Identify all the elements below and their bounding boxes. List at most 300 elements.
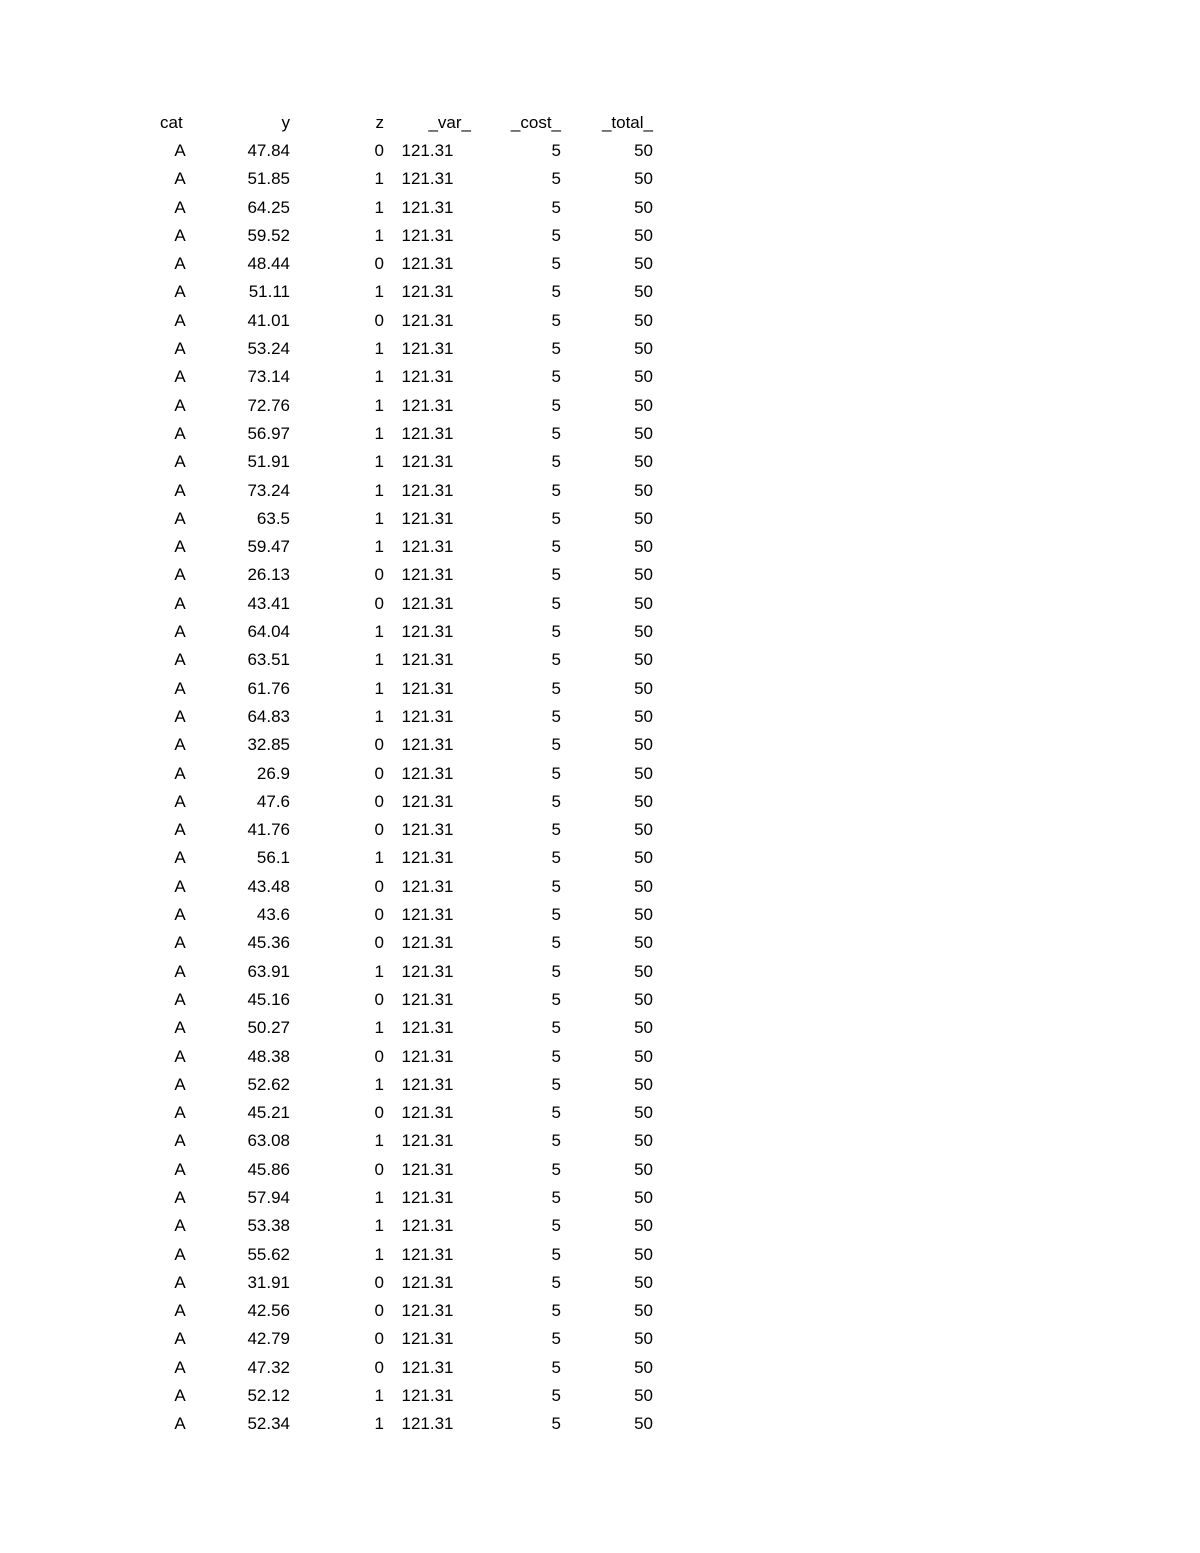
cell-cat: A	[174, 593, 186, 613]
cell-y: 47.32	[247, 1357, 290, 1377]
cell-cat: A	[174, 1018, 186, 1038]
cell-cost: 5	[551, 508, 561, 528]
cell-z: 0	[374, 1159, 384, 1179]
cell-total: 50	[634, 1131, 653, 1151]
cell-y: 55.62	[247, 1244, 290, 1264]
cell-y: 52.34	[247, 1414, 290, 1434]
cell-total: 50	[634, 395, 653, 415]
cell-cost: 5	[551, 254, 561, 274]
cell-cat: A	[174, 933, 186, 953]
cell-z: 1	[374, 423, 384, 443]
column-header-y: y	[281, 113, 290, 132]
cell-total: 50	[634, 735, 653, 755]
cell-cost: 5	[551, 1159, 561, 1179]
cell-cat: A	[174, 141, 186, 160]
cell-z: 1	[374, 1018, 384, 1038]
cell-z: 0	[374, 310, 384, 330]
cell-z: 1	[374, 1414, 384, 1434]
table-row	[160, 335, 653, 363]
cell-y: 45.86	[247, 1159, 290, 1179]
cell-total: 50	[634, 1414, 653, 1434]
cell-var: 121.31	[401, 1357, 454, 1377]
cell-y: 64.25	[247, 197, 290, 217]
cell-cost: 5	[551, 1074, 561, 1094]
cell-var: 121.31	[401, 848, 454, 868]
cell-cost: 5	[551, 1301, 561, 1321]
cell-y: 56.1	[256, 848, 290, 868]
cell-z: 1	[374, 537, 384, 557]
cell-cost: 5	[551, 706, 561, 726]
table-row	[160, 958, 653, 986]
table-row	[160, 929, 653, 957]
cell-z: 1	[374, 1386, 384, 1406]
cell-cost: 5	[551, 537, 561, 557]
cell-total: 50	[634, 1018, 653, 1038]
cell-z: 0	[374, 763, 384, 783]
cell-cat: A	[174, 1187, 186, 1207]
cell-y: 26.13	[247, 565, 290, 585]
table-row	[160, 901, 653, 929]
cell-total: 50	[634, 1244, 653, 1264]
cell-z: 0	[374, 1046, 384, 1066]
cell-cost: 5	[551, 593, 561, 613]
cell-cost: 5	[551, 1046, 561, 1066]
cell-cost: 5	[551, 989, 561, 1009]
cell-var: 121.31	[401, 1046, 454, 1066]
cell-cost: 5	[551, 735, 561, 755]
cell-cost: 5	[551, 1131, 561, 1151]
cell-total: 50	[634, 310, 653, 330]
cell-y: 63.5	[256, 508, 290, 528]
cell-var: 121.31	[401, 791, 454, 811]
cell-cost: 5	[551, 876, 561, 896]
table-row	[160, 1043, 653, 1071]
table-row	[160, 1241, 653, 1269]
table-row	[160, 1156, 653, 1184]
cell-cat: A	[174, 763, 186, 783]
cell-total: 50	[634, 820, 653, 840]
table-row	[160, 1269, 653, 1297]
cell-total: 50	[634, 622, 653, 642]
cell-z: 1	[374, 197, 384, 217]
cell-z: 1	[374, 650, 384, 670]
cell-z: 1	[374, 480, 384, 500]
cell-var: 121.31	[401, 395, 454, 415]
cell-cost: 5	[551, 820, 561, 840]
cell-cat: A	[174, 395, 186, 415]
cell-cost: 5	[551, 1414, 561, 1434]
cell-cost: 5	[551, 452, 561, 472]
table-row	[160, 307, 653, 335]
cell-total: 50	[634, 169, 653, 189]
column-header-cost: _cost_	[510, 113, 561, 132]
cell-cost: 5	[551, 678, 561, 698]
cell-y: 45.16	[247, 989, 290, 1009]
table-row	[160, 675, 653, 703]
column-header-cat: cat	[160, 113, 183, 132]
cell-y: 53.38	[247, 1216, 290, 1236]
table-row	[160, 1410, 653, 1438]
cell-cost: 5	[551, 848, 561, 868]
cell-z: 0	[374, 905, 384, 925]
cell-total: 50	[634, 367, 653, 387]
cell-cat: A	[174, 310, 186, 330]
cell-cost: 5	[551, 1018, 561, 1038]
cell-cat: A	[174, 480, 186, 500]
table-row	[160, 1297, 653, 1325]
cell-cost: 5	[551, 791, 561, 811]
cell-y: 42.56	[247, 1301, 290, 1321]
cell-y: 47.6	[256, 791, 290, 811]
cell-z: 1	[374, 169, 384, 189]
table-row	[160, 1184, 653, 1212]
table-row	[160, 1071, 653, 1099]
cell-var: 121.31	[401, 650, 454, 670]
table-row	[160, 788, 653, 816]
table-row	[160, 1014, 653, 1042]
cell-y: 59.47	[247, 537, 290, 557]
cell-total: 50	[634, 141, 653, 160]
cell-z: 0	[374, 1103, 384, 1123]
cell-cost: 5	[551, 367, 561, 387]
cell-y: 53.24	[247, 339, 290, 359]
cell-z: 0	[374, 989, 384, 1009]
cell-total: 50	[634, 650, 653, 670]
cell-y: 59.52	[247, 225, 290, 245]
cell-cat: A	[174, 876, 186, 896]
cell-z: 1	[374, 367, 384, 387]
cell-total: 50	[634, 593, 653, 613]
cell-var: 121.31	[401, 254, 454, 274]
cell-total: 50	[634, 537, 653, 557]
cell-y: 41.01	[247, 310, 290, 330]
cell-var: 121.31	[401, 282, 454, 302]
cell-cat: A	[174, 1414, 186, 1434]
cell-y: 43.6	[256, 905, 290, 925]
cell-cost: 5	[551, 565, 561, 585]
cell-total: 50	[634, 452, 653, 472]
cell-z: 1	[374, 678, 384, 698]
cell-cost: 5	[551, 622, 561, 642]
cell-z: 0	[374, 1272, 384, 1292]
cell-var: 121.31	[401, 508, 454, 528]
cell-cost: 5	[551, 225, 561, 245]
cell-var: 121.31	[401, 310, 454, 330]
cell-y: 47.84	[247, 141, 290, 160]
table-header	[160, 108, 653, 137]
cell-var: 121.31	[401, 593, 454, 613]
cell-cat: A	[174, 791, 186, 811]
table-row	[160, 1127, 653, 1155]
cell-cat: A	[174, 1074, 186, 1094]
cell-z: 0	[374, 791, 384, 811]
table-row	[160, 1382, 653, 1410]
cell-cost: 5	[551, 763, 561, 783]
cell-var: 121.31	[401, 905, 454, 925]
cell-y: 51.91	[247, 452, 290, 472]
data-table	[160, 108, 653, 1439]
cell-cost: 5	[551, 169, 561, 189]
cell-y: 50.27	[247, 1018, 290, 1038]
cell-z: 1	[374, 1216, 384, 1236]
cell-cost: 5	[551, 1272, 561, 1292]
cell-cat: A	[174, 225, 186, 245]
cell-var: 121.31	[401, 961, 454, 981]
cell-y: 63.91	[247, 961, 290, 981]
cell-cat: A	[174, 1216, 186, 1236]
table-row	[160, 392, 653, 420]
cell-total: 50	[634, 791, 653, 811]
cell-var: 121.31	[401, 1301, 454, 1321]
table-row	[160, 873, 653, 901]
cell-total: 50	[634, 876, 653, 896]
cell-y: 31.91	[247, 1272, 290, 1292]
table-row	[160, 844, 653, 872]
cell-var: 121.31	[401, 1159, 454, 1179]
cell-total: 50	[634, 1187, 653, 1207]
cell-cost: 5	[551, 282, 561, 302]
cell-cat: A	[174, 1357, 186, 1377]
table-row	[160, 760, 653, 788]
cell-var: 121.31	[401, 1074, 454, 1094]
cell-total: 50	[634, 1103, 653, 1123]
cell-y: 43.48	[247, 876, 290, 896]
cell-z: 1	[374, 339, 384, 359]
cell-cat: A	[174, 650, 186, 670]
cell-cost: 5	[551, 1216, 561, 1236]
cell-cat: A	[174, 508, 186, 528]
cell-y: 45.21	[247, 1103, 290, 1123]
cell-z: 0	[374, 876, 384, 896]
cell-total: 50	[634, 1357, 653, 1377]
cell-var: 121.31	[401, 1103, 454, 1123]
cell-total: 50	[634, 508, 653, 528]
cell-var: 121.31	[401, 706, 454, 726]
cell-y: 72.76	[247, 395, 290, 415]
table-row	[160, 250, 653, 278]
cell-cat: A	[174, 423, 186, 443]
cell-cat: A	[174, 622, 186, 642]
cell-z: 1	[374, 225, 384, 245]
cell-z: 0	[374, 565, 384, 585]
cell-y: 64.83	[247, 706, 290, 726]
cell-z: 0	[374, 735, 384, 755]
cell-z: 1	[374, 961, 384, 981]
cell-total: 50	[634, 1329, 653, 1349]
cell-z: 1	[374, 452, 384, 472]
cell-y: 51.85	[247, 169, 290, 189]
cell-var: 121.31	[401, 1414, 454, 1434]
cell-total: 50	[634, 423, 653, 443]
table-row	[160, 731, 653, 759]
table-row	[160, 1212, 653, 1240]
cell-var: 121.31	[401, 452, 454, 472]
table-row	[160, 618, 653, 646]
cell-var: 121.31	[401, 678, 454, 698]
cell-cost: 5	[551, 961, 561, 981]
column-header-var: _var_	[428, 113, 471, 132]
table-row	[160, 420, 653, 448]
table-row	[160, 646, 653, 674]
cell-cost: 5	[551, 339, 561, 359]
cell-var: 121.31	[401, 1244, 454, 1264]
cell-total: 50	[634, 565, 653, 585]
cell-total: 50	[634, 339, 653, 359]
cell-var: 121.31	[401, 1187, 454, 1207]
cell-cat: A	[174, 961, 186, 981]
table-row	[160, 590, 653, 618]
cell-z: 1	[374, 395, 384, 415]
cell-y: 61.76	[247, 678, 290, 698]
table-row	[160, 703, 653, 731]
cell-cost: 5	[551, 1187, 561, 1207]
table-row	[160, 533, 653, 561]
cell-var: 121.31	[401, 1131, 454, 1151]
cell-y: 48.44	[247, 254, 290, 274]
cell-cat: A	[174, 820, 186, 840]
cell-y: 73.24	[247, 480, 290, 500]
table-row	[160, 165, 653, 193]
cell-z: 1	[374, 508, 384, 528]
cell-var: 121.31	[401, 565, 454, 585]
cell-z: 1	[374, 1244, 384, 1264]
cell-z: 1	[374, 706, 384, 726]
cell-total: 50	[634, 905, 653, 925]
cell-total: 50	[634, 1301, 653, 1321]
cell-cost: 5	[551, 423, 561, 443]
cell-cat: A	[174, 989, 186, 1009]
cell-cat: A	[174, 282, 186, 302]
cell-cat: A	[174, 735, 186, 755]
cell-total: 50	[634, 1074, 653, 1094]
table-row	[160, 222, 653, 250]
cell-total: 50	[634, 1386, 653, 1406]
table-row	[160, 137, 653, 165]
cell-total: 50	[634, 1159, 653, 1179]
cell-cost: 5	[551, 1329, 561, 1349]
cell-var: 121.31	[401, 622, 454, 642]
cell-var: 121.31	[401, 763, 454, 783]
cell-cost: 5	[551, 1244, 561, 1264]
cell-var: 121.31	[401, 876, 454, 896]
cell-cat: A	[174, 1244, 186, 1264]
header-row	[160, 108, 653, 137]
cell-var: 121.31	[401, 1018, 454, 1038]
cell-z: 1	[374, 1074, 384, 1094]
cell-y: 32.85	[247, 735, 290, 755]
cell-y: 51.11	[248, 282, 290, 302]
cell-total: 50	[634, 933, 653, 953]
cell-var: 121.31	[401, 169, 454, 189]
cell-var: 121.31	[401, 1329, 454, 1349]
cell-cat: A	[174, 1046, 186, 1066]
cell-total: 50	[634, 480, 653, 500]
cell-cost: 5	[551, 905, 561, 925]
cell-var: 121.31	[401, 423, 454, 443]
cell-total: 50	[634, 848, 653, 868]
cell-y: 42.79	[247, 1329, 290, 1349]
cell-total: 50	[634, 961, 653, 981]
column-header-total: _total_	[601, 113, 653, 132]
cell-y: 63.51	[247, 650, 290, 670]
cell-cat: A	[174, 169, 186, 189]
cell-y: 52.12	[247, 1386, 290, 1406]
cell-cost: 5	[551, 141, 561, 160]
cell-var: 121.31	[401, 933, 454, 953]
cell-total: 50	[634, 763, 653, 783]
cell-y: 45.36	[247, 933, 290, 953]
cell-var: 121.31	[401, 141, 454, 160]
cell-z: 1	[374, 848, 384, 868]
column-header-z: z	[375, 113, 384, 132]
cell-cat: A	[174, 537, 186, 557]
cell-cost: 5	[551, 650, 561, 670]
cell-y: 48.38	[247, 1046, 290, 1066]
cell-cost: 5	[551, 1103, 561, 1123]
cell-cat: A	[174, 1386, 186, 1406]
cell-total: 50	[634, 254, 653, 274]
table-row	[160, 477, 653, 505]
cell-y: 41.76	[247, 820, 290, 840]
cell-z: 0	[374, 933, 384, 953]
cell-var: 121.31	[401, 735, 454, 755]
cell-var: 121.31	[401, 1272, 454, 1292]
cell-cat: A	[174, 1301, 186, 1321]
cell-total: 50	[634, 197, 653, 217]
cell-total: 50	[634, 1046, 653, 1066]
cell-var: 121.31	[401, 1386, 454, 1406]
table-row	[160, 505, 653, 533]
cell-y: 73.14	[247, 367, 290, 387]
table-row	[160, 1099, 653, 1127]
cell-var: 121.31	[401, 480, 454, 500]
cell-z: 0	[374, 1357, 384, 1377]
cell-cat: A	[174, 1103, 186, 1123]
cell-total: 50	[634, 989, 653, 1009]
cell-cat: A	[174, 848, 186, 868]
table-row	[160, 194, 653, 222]
cell-total: 50	[634, 1216, 653, 1236]
cell-cat: A	[174, 1329, 186, 1349]
cell-cat: A	[174, 678, 186, 698]
cell-total: 50	[634, 1272, 653, 1292]
cell-var: 121.31	[401, 339, 454, 359]
cell-y: 43.41	[247, 593, 290, 613]
cell-cost: 5	[551, 197, 561, 217]
cell-cat: A	[174, 1272, 186, 1292]
cell-cost: 5	[551, 310, 561, 330]
table-body	[160, 137, 653, 1439]
table-row	[160, 278, 653, 306]
table-row	[160, 448, 653, 476]
cell-cat: A	[174, 367, 186, 387]
cell-z: 1	[374, 622, 384, 642]
cell-total: 50	[634, 706, 653, 726]
cell-y: 63.08	[247, 1131, 290, 1151]
cell-var: 121.31	[401, 989, 454, 1009]
cell-y: 57.94	[247, 1187, 290, 1207]
cell-cat: A	[174, 1131, 186, 1151]
cell-cat: A	[174, 339, 186, 359]
cell-cat: A	[174, 565, 186, 585]
cell-cat: A	[174, 254, 186, 274]
cell-cost: 5	[551, 480, 561, 500]
cell-z: 0	[374, 1329, 384, 1349]
cell-var: 121.31	[401, 197, 454, 217]
cell-y: 52.62	[247, 1074, 290, 1094]
cell-z: 0	[374, 1301, 384, 1321]
cell-var: 121.31	[401, 1216, 454, 1236]
